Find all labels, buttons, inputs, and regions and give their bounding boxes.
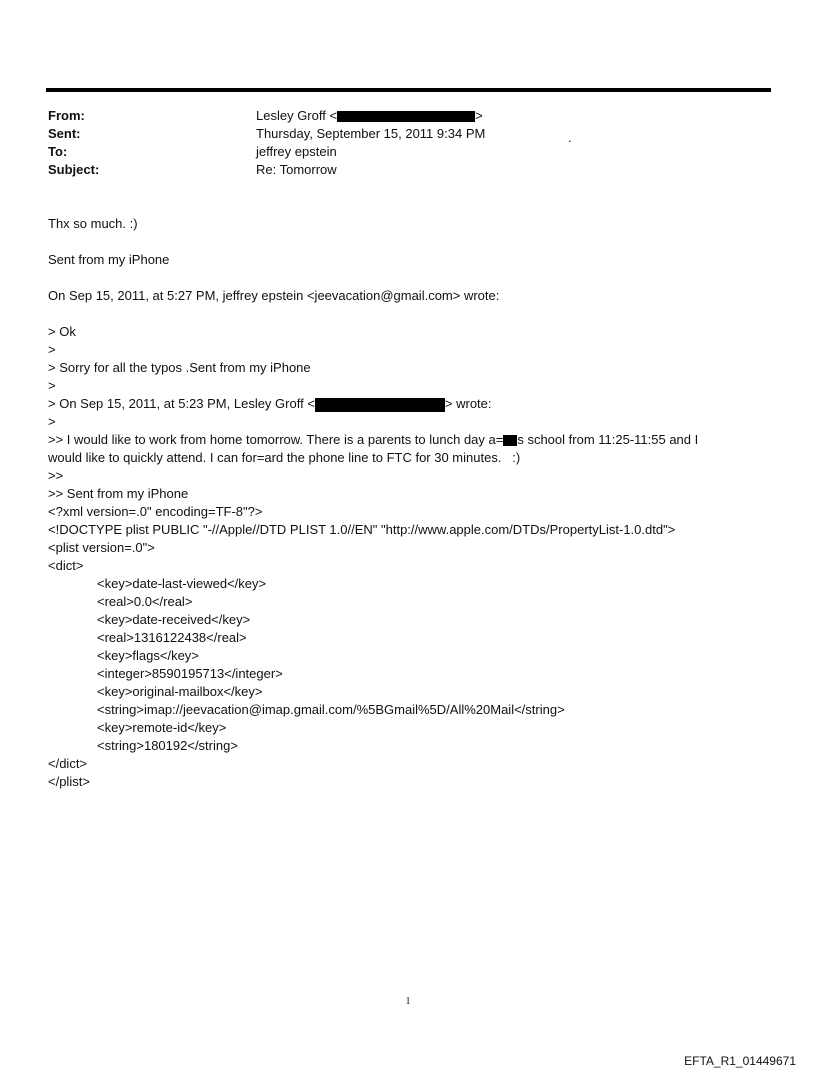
quoted-text: > On Sep 15, 2011, at 5:23 PM, Lesley Groff < <box>48 396 315 411</box>
email-header <box>48 107 768 179</box>
quote-header: On Sep 15, 2011, at 5:27 PM, jeffrey epstein <jeevacation@gmail.com> wrote: <box>48 288 500 303</box>
sent-row <box>48 125 768 143</box>
quoted-line: > Ok <box>48 324 76 339</box>
from-value <box>256 107 483 125</box>
to-row <box>48 143 768 161</box>
quoted-line: > <box>48 378 56 393</box>
sent-label: Sent: <box>48 126 81 141</box>
to-label: To: <box>48 144 68 159</box>
quoted-line: >> Sent from my iPhone <box>48 486 189 501</box>
xml-line: <?xml version=.0" encoding=TF-8"?> <box>48 504 263 519</box>
quoted-line <box>48 395 778 413</box>
redaction-box <box>503 435 517 446</box>
xml-line: <key>original-mailbox</key> <box>97 684 263 699</box>
xml-line: <key>date-received</key> <box>97 612 251 627</box>
stray-mark: . <box>568 130 572 145</box>
quoted-line: > Sorry for all the typos .Sent from my iPhone <box>48 360 311 375</box>
body-line: Sent from my iPhone <box>48 252 170 267</box>
redaction-box <box>315 398 445 412</box>
quoted-line <box>48 431 778 449</box>
xml-line: <string>180192</string> <box>97 738 238 753</box>
xml-line: <key>date-last-viewed</key> <box>97 576 267 591</box>
header-rule <box>46 88 771 92</box>
quoted-line: would like to quickly attend. I can for=ard the phone line to FTC for 30 minutes. :) <box>48 450 521 465</box>
subject-value: Re: Tomorrow <box>256 162 337 177</box>
subject-label: Subject: <box>48 162 100 177</box>
xml-line: </dict> <box>48 756 88 771</box>
xml-line: <real>1316122438</real> <box>97 630 247 645</box>
document-id: EFTA_R1_01449671 <box>684 1054 796 1068</box>
redaction-box <box>337 111 475 122</box>
xml-line: <real>0.0</real> <box>97 594 193 609</box>
xml-line: <key>remote-id</key> <box>97 720 227 735</box>
sent-value: Thursday, September 15, 2011 9:34 PM <box>256 126 486 141</box>
email-body <box>48 215 778 791</box>
to-value: jeffrey epstein <box>256 144 337 159</box>
quoted-text: s school from 11:25-11:55 and I <box>517 432 699 447</box>
xml-line: <key>flags</key> <box>97 648 199 663</box>
xml-line: <!DOCTYPE plist PUBLIC "-//Apple//DTD PLIST 1.0//EN" "http://www.apple.com/DTDs/PropertyList-1.0.dtd"> <box>48 522 676 537</box>
from-row <box>48 107 768 125</box>
xml-line: <plist version=.0"> <box>48 540 155 555</box>
quoted-line: > <box>48 342 56 357</box>
xml-line: <string>imap://jeevacation@imap.gmail.com/%5BGmail%5D/All%20Mail</string> <box>97 702 565 717</box>
page-number: 1 <box>405 996 411 1007</box>
xml-line: <dict> <box>48 558 84 573</box>
quoted-line: > <box>48 414 56 429</box>
from-close: > <box>475 108 483 123</box>
subject-row <box>48 161 768 179</box>
from-label: From: <box>48 108 85 123</box>
body-line: Thx so much. :) <box>48 216 138 231</box>
quoted-text: >> I would like to work from home tomorrow. There is a parents to lunch day a= <box>48 432 504 447</box>
quoted-text: > wrote: <box>444 396 492 411</box>
xml-line: <integer>8590195713</integer> <box>97 666 283 681</box>
quoted-line: >> <box>48 468 64 483</box>
from-name: Lesley Groff < <box>256 108 338 123</box>
xml-line: </plist> <box>48 774 90 789</box>
